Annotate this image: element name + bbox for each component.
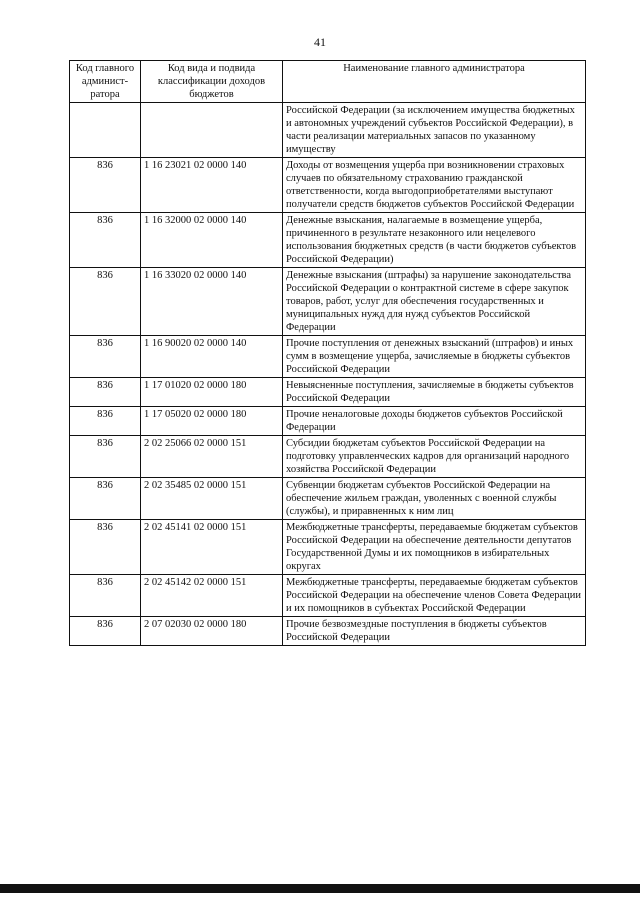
table-row: [70, 336, 586, 378]
classification-code-cell: 1 16 32000 02 0000 140: [141, 213, 283, 268]
administrator-name-cell: Межбюджетные трансферты, передаваемые бюджетам субъектов Российской Федерации на обеспечение деятельности депутатов Государственной Думы и их помощников в избирательных округах: [283, 520, 586, 575]
classification-code-cell: 2 07 02030 02 0000 180: [141, 617, 283, 646]
table-row: [70, 478, 586, 520]
table-row: [70, 378, 586, 407]
administrator-name-cell: Денежные взыскания, налагаемые в возмещение ущерба, причиненного в результате незаконного или нецелевого использования бюджетных средств (в части бюджетов субъектов Российской Федерации): [283, 213, 586, 268]
administrators-table: [69, 60, 586, 646]
table-row: [70, 158, 586, 213]
table-row: [70, 407, 586, 436]
table-row: [70, 268, 586, 336]
classification-code-cell: 2 02 35485 02 0000 151: [141, 478, 283, 520]
admin-code-cell: 836: [70, 407, 141, 436]
administrator-name-cell: Межбюджетные трансферты, передаваемые бюджетам субъектов Российской Федерации на обеспечение членов Совета Федерации и их помощников в субъектах Российской Федерации: [283, 575, 586, 617]
administrator-name-cell: Прочие поступления от денежных взысканий (штрафов) и иных сумм в возмещение ущерба, зачисляемые в бюджеты субъектов Российской Федерации: [283, 336, 586, 378]
admin-code-cell: [70, 103, 141, 158]
admin-code-cell: 836: [70, 158, 141, 213]
admin-code-cell: 836: [70, 436, 141, 478]
admin-code-cell: 836: [70, 213, 141, 268]
table-row: [70, 575, 586, 617]
header-administrator-name: Наименование главного администратора: [283, 61, 586, 103]
classification-code-cell: 2 02 25066 02 0000 151: [141, 436, 283, 478]
admin-code-cell: 836: [70, 336, 141, 378]
classification-code-cell: 1 16 23021 02 0000 140: [141, 158, 283, 213]
administrator-name-cell: Доходы от возмещения ущерба при возникновении страховых случаев по обязательному страхованию гражданской ответственности, когда выгодоприобретателями выступают получатели средств бюджетов субъектов Российской Федерации: [283, 158, 586, 213]
classification-code-cell: [141, 103, 283, 158]
page-number: 41: [314, 35, 326, 49]
admin-code-cell: 836: [70, 478, 141, 520]
header-classification-code: Код вида и подвида классификации доходов бюджетов: [141, 61, 283, 103]
header-admin-code: Код главного админист-ратора: [70, 61, 141, 103]
classification-code-cell: 1 17 05020 02 0000 180: [141, 407, 283, 436]
admin-code-cell: 836: [70, 268, 141, 336]
classification-code-cell: 1 16 90020 02 0000 140: [141, 336, 283, 378]
admin-code-cell: 836: [70, 617, 141, 646]
table-row: [70, 617, 586, 646]
table-row: [70, 436, 586, 478]
administrator-name-cell: Прочие безвозмездные поступления в бюджеты субъектов Российской Федерации: [283, 617, 586, 646]
classification-code-cell: 2 02 45142 02 0000 151: [141, 575, 283, 617]
classification-code-cell: 1 17 01020 02 0000 180: [141, 378, 283, 407]
administrator-name-cell: Невыясненные поступления, зачисляемые в бюджеты субъектов Российской Федерации: [283, 378, 586, 407]
classification-code-cell: 2 02 45141 02 0000 151: [141, 520, 283, 575]
administrator-name-cell: Прочие неналоговые доходы бюджетов субъектов Российской Федерации: [283, 407, 586, 436]
administrator-name-cell: Денежные взыскания (штрафы) за нарушение законодательства Российской Федерации о контрактной системе в сфере закупок товаров, работ, услуг для обеспечения государственных и муниципальных нужд для нужд субъектов Российской Федерации: [283, 268, 586, 336]
admin-code-cell: 836: [70, 575, 141, 617]
administrator-name-cell: Субсидии бюджетам субъектов Российской Федерации на подготовку управленческих кадров для организаций народного хозяйства Российской Федерации: [283, 436, 586, 478]
administrator-name-cell: Российской Федерации (за исключением имущества бюджетных и автономных учреждений субъектов Российской Федерации), в части реализации материальных запасов по указанному имуществу: [283, 103, 586, 158]
table-row: [70, 103, 586, 158]
table-header-row: [70, 61, 586, 103]
scan-edge-bar: [0, 884, 640, 893]
admin-code-cell: 836: [70, 520, 141, 575]
classification-code-cell: 1 16 33020 02 0000 140: [141, 268, 283, 336]
table-row: [70, 520, 586, 575]
administrator-name-cell: Субвенции бюджетам субъектов Российской Федерации на обеспечение жильем граждан, уволенных с военной службы (службы), и приравненных к ним лиц: [283, 478, 586, 520]
admin-code-cell: 836: [70, 378, 141, 407]
table-row: [70, 213, 586, 268]
